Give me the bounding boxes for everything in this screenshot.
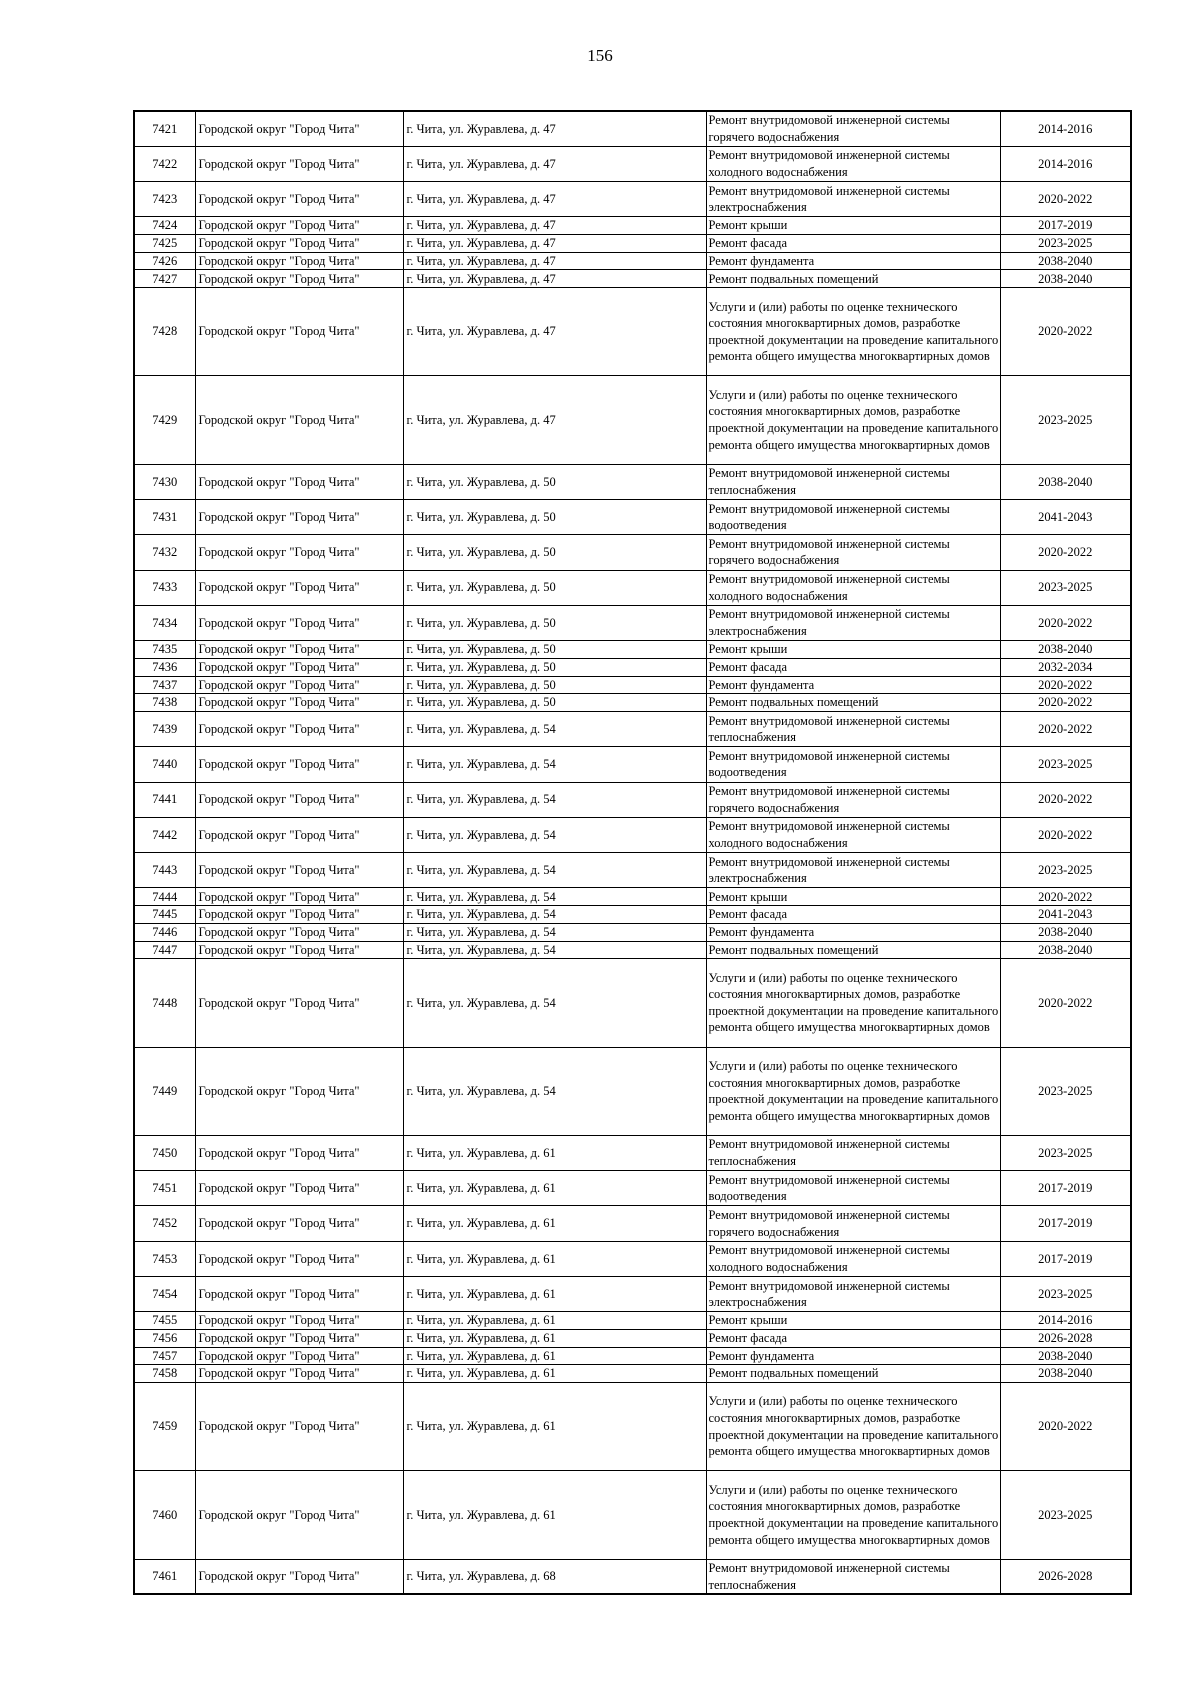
row-number-cell: 7446 (134, 923, 195, 941)
municipality-cell: Городской округ "Город Чита" (195, 464, 403, 499)
period-cell: 2020-2022 (1000, 676, 1131, 694)
table-row (134, 1206, 1131, 1241)
row-number-cell: 7439 (134, 711, 195, 746)
address-cell: г. Чита, ул. Журавлева, д. 61 (403, 1171, 706, 1206)
period-cell: 2023-2025 (1000, 376, 1131, 464)
period-cell: 2020-2022 (1000, 182, 1131, 217)
period-cell: 2017-2019 (1000, 1206, 1131, 1241)
period-cell: 2023-2025 (1000, 1047, 1131, 1135)
period-cell: 2038-2040 (1000, 641, 1131, 659)
period-cell: 2020-2022 (1000, 288, 1131, 376)
table-row (134, 923, 1131, 941)
work-type-cell: Ремонт внутридомовой инженерной системы теплоснабжения (706, 1559, 1000, 1594)
table-row (134, 959, 1131, 1047)
table-row (134, 641, 1131, 659)
table-row (134, 605, 1131, 640)
municipality-cell: Городской округ "Город Чита" (195, 1241, 403, 1276)
table-row (134, 1276, 1131, 1311)
work-type-cell: Услуги и (или) работы по оценке технического состояния многоквартирных домов, разработке проектной документации на проведение капитального ремонта общего имущества многоквартирных домов (706, 1047, 1000, 1135)
work-type-cell: Ремонт внутридомовой инженерной системы горячего водоснабжения (706, 535, 1000, 570)
work-type-cell: Ремонт внутридомовой инженерной системы водоотведения (706, 1171, 1000, 1206)
work-type-cell: Ремонт внутридомовой инженерной системы водоотведения (706, 500, 1000, 535)
municipality-cell: Городской округ "Город Чита" (195, 1047, 403, 1135)
table-row (134, 235, 1131, 253)
period-cell: 2023-2025 (1000, 853, 1131, 888)
period-cell: 2023-2025 (1000, 1471, 1131, 1559)
row-number-cell: 7431 (134, 500, 195, 535)
repair-plan-table (133, 110, 1132, 1595)
municipality-cell: Городской округ "Город Чита" (195, 658, 403, 676)
address-cell: г. Чита, ул. Журавлева, д. 54 (403, 782, 706, 817)
address-cell: г. Чита, ул. Журавлева, д. 61 (403, 1206, 706, 1241)
table-row (134, 782, 1131, 817)
row-number-cell: 7423 (134, 182, 195, 217)
municipality-cell: Городской округ "Город Чита" (195, 1347, 403, 1365)
row-number-cell: 7427 (134, 270, 195, 288)
period-cell: 2038-2040 (1000, 1347, 1131, 1365)
address-cell: г. Чита, ул. Журавлева, д. 47 (403, 235, 706, 253)
work-type-cell: Ремонт фундамента (706, 252, 1000, 270)
address-cell: г. Чита, ул. Журавлева, д. 47 (403, 288, 706, 376)
row-number-cell: 7444 (134, 888, 195, 906)
period-cell: 2023-2025 (1000, 235, 1131, 253)
table-row (134, 1241, 1131, 1276)
period-cell: 2014-2016 (1000, 146, 1131, 181)
municipality-cell: Городской округ "Город Чита" (195, 270, 403, 288)
address-cell: г. Чита, ул. Журавлева, д. 54 (403, 853, 706, 888)
table-row (134, 1347, 1131, 1365)
period-cell: 2038-2040 (1000, 923, 1131, 941)
municipality-cell: Городской округ "Город Чита" (195, 235, 403, 253)
row-number-cell: 7460 (134, 1471, 195, 1559)
municipality-cell: Городской округ "Город Чита" (195, 817, 403, 852)
row-number-cell: 7442 (134, 817, 195, 852)
work-type-cell: Ремонт крыши (706, 888, 1000, 906)
work-type-cell: Ремонт внутридомовой инженерной системы холодного водоснабжения (706, 146, 1000, 181)
row-number-cell: 7436 (134, 658, 195, 676)
table-row (134, 694, 1131, 712)
table-row (134, 500, 1131, 535)
table-row (134, 217, 1131, 235)
table-row (134, 676, 1131, 694)
period-cell: 2017-2019 (1000, 217, 1131, 235)
address-cell: г. Чита, ул. Журавлева, д. 54 (403, 906, 706, 924)
table-row (134, 570, 1131, 605)
period-cell: 2038-2040 (1000, 941, 1131, 959)
address-cell: г. Чита, ул. Журавлева, д. 54 (403, 817, 706, 852)
work-type-cell: Услуги и (или) работы по оценке технического состояния многоквартирных домов, разработке проектной документации на проведение капитального ремонта общего имущества многоквартирных домов (706, 288, 1000, 376)
row-number-cell: 7452 (134, 1206, 195, 1241)
address-cell: г. Чита, ул. Журавлева, д. 54 (403, 711, 706, 746)
period-cell: 2020-2022 (1000, 888, 1131, 906)
table-row (134, 747, 1131, 782)
municipality-cell: Городской округ "Город Чита" (195, 1383, 403, 1471)
period-cell: 2023-2025 (1000, 1135, 1131, 1170)
work-type-cell: Ремонт подвальных помещений (706, 941, 1000, 959)
table-row (134, 1559, 1131, 1594)
period-cell: 2020-2022 (1000, 1383, 1131, 1471)
row-number-cell: 7437 (134, 676, 195, 694)
municipality-cell: Городской округ "Город Чита" (195, 906, 403, 924)
row-number-cell: 7454 (134, 1276, 195, 1311)
municipality-cell: Городской округ "Город Чита" (195, 146, 403, 181)
row-number-cell: 7430 (134, 464, 195, 499)
row-number-cell: 7450 (134, 1135, 195, 1170)
period-cell: 2020-2022 (1000, 782, 1131, 817)
municipality-cell: Городской округ "Город Чита" (195, 288, 403, 376)
table-row (134, 906, 1131, 924)
municipality-cell: Городской округ "Город Чита" (195, 1559, 403, 1594)
work-type-cell: Ремонт крыши (706, 1312, 1000, 1330)
work-type-cell: Ремонт внутридомовой инженерной системы холодного водоснабжения (706, 570, 1000, 605)
work-type-cell: Услуги и (или) работы по оценке технического состояния многоквартирных домов, разработке проектной документации на проведение капитального ремонта общего имущества многоквартирных домов (706, 1383, 1000, 1471)
table-body (134, 111, 1131, 1594)
table-row (134, 270, 1131, 288)
work-type-cell: Ремонт подвальных помещений (706, 1365, 1000, 1383)
address-cell: г. Чита, ул. Журавлева, д. 61 (403, 1276, 706, 1311)
address-cell: г. Чита, ул. Журавлева, д. 50 (403, 464, 706, 499)
work-type-cell: Услуги и (или) работы по оценке технического состояния многоквартирных домов, разработке проектной документации на проведение капитального ремонта общего имущества многоквартирных домов (706, 376, 1000, 464)
address-cell: г. Чита, ул. Журавлева, д. 61 (403, 1365, 706, 1383)
address-cell: г. Чита, ул. Журавлева, д. 47 (403, 111, 706, 146)
table-row (134, 111, 1131, 146)
table-row (134, 1329, 1131, 1347)
row-number-cell: 7432 (134, 535, 195, 570)
address-cell: г. Чита, ул. Журавлева, д. 54 (403, 941, 706, 959)
row-number-cell: 7422 (134, 146, 195, 181)
municipality-cell: Городской округ "Город Чита" (195, 853, 403, 888)
row-number-cell: 7449 (134, 1047, 195, 1135)
municipality-cell: Городской округ "Город Чита" (195, 782, 403, 817)
row-number-cell: 7453 (134, 1241, 195, 1276)
row-number-cell: 7440 (134, 747, 195, 782)
table-row (134, 182, 1131, 217)
work-type-cell: Ремонт фундамента (706, 923, 1000, 941)
row-number-cell: 7448 (134, 959, 195, 1047)
row-number-cell: 7441 (134, 782, 195, 817)
municipality-cell: Городской округ "Город Чита" (195, 1471, 403, 1559)
period-cell: 2014-2016 (1000, 111, 1131, 146)
row-number-cell: 7461 (134, 1559, 195, 1594)
period-cell: 2023-2025 (1000, 747, 1131, 782)
municipality-cell: Городской округ "Город Чита" (195, 376, 403, 464)
row-number-cell: 7435 (134, 641, 195, 659)
table-row (134, 658, 1131, 676)
municipality-cell: Городской округ "Город Чита" (195, 182, 403, 217)
work-type-cell: Услуги и (или) работы по оценке технического состояния многоквартирных домов, разработке проектной документации на проведение капитального ремонта общего имущества многоквартирных домов (706, 1471, 1000, 1559)
period-cell: 2041-2043 (1000, 906, 1131, 924)
municipality-cell: Городской округ "Город Чита" (195, 747, 403, 782)
table-row (134, 1365, 1131, 1383)
municipality-cell: Городской округ "Город Чита" (195, 1312, 403, 1330)
period-cell: 2041-2043 (1000, 500, 1131, 535)
municipality-cell: Городской округ "Город Чита" (195, 605, 403, 640)
work-type-cell: Ремонт внутридомовой инженерной системы электроснабжения (706, 853, 1000, 888)
municipality-cell: Городской округ "Город Чита" (195, 570, 403, 605)
period-cell: 2017-2019 (1000, 1241, 1131, 1276)
address-cell: г. Чита, ул. Журавлева, д. 61 (403, 1347, 706, 1365)
address-cell: г. Чита, ул. Журавлева, д. 54 (403, 959, 706, 1047)
row-number-cell: 7457 (134, 1347, 195, 1365)
address-cell: г. Чита, ул. Журавлева, д. 61 (403, 1312, 706, 1330)
table-row (134, 1312, 1131, 1330)
address-cell: г. Чита, ул. Журавлева, д. 50 (403, 605, 706, 640)
address-cell: г. Чита, ул. Журавлева, д. 50 (403, 694, 706, 712)
table-row (134, 464, 1131, 499)
table-row (134, 1471, 1131, 1559)
period-cell: 2017-2019 (1000, 1171, 1131, 1206)
address-cell: г. Чита, ул. Журавлева, д. 50 (403, 641, 706, 659)
municipality-cell: Городской округ "Город Чита" (195, 1171, 403, 1206)
municipality-cell: Городской округ "Город Чита" (195, 923, 403, 941)
page-number: 156 (587, 46, 613, 65)
period-cell: 2038-2040 (1000, 252, 1131, 270)
table-row (134, 535, 1131, 570)
period-cell: 2026-2028 (1000, 1559, 1131, 1594)
work-type-cell: Ремонт внутридомовой инженерной системы электроснабжения (706, 1276, 1000, 1311)
address-cell: г. Чита, ул. Журавлева, д. 68 (403, 1559, 706, 1594)
period-cell: 2032-2034 (1000, 658, 1131, 676)
work-type-cell: Ремонт внутридомовой инженерной системы теплоснабжения (706, 711, 1000, 746)
municipality-cell: Городской округ "Город Чита" (195, 111, 403, 146)
municipality-cell: Городской округ "Город Чита" (195, 694, 403, 712)
period-cell: 2038-2040 (1000, 1365, 1131, 1383)
work-type-cell: Ремонт подвальных помещений (706, 694, 1000, 712)
row-number-cell: 7428 (134, 288, 195, 376)
municipality-cell: Городской округ "Город Чита" (195, 217, 403, 235)
address-cell: г. Чита, ул. Журавлева, д. 50 (403, 570, 706, 605)
table-row (134, 711, 1131, 746)
row-number-cell: 7438 (134, 694, 195, 712)
table-row (134, 1171, 1131, 1206)
period-cell: 2020-2022 (1000, 694, 1131, 712)
work-type-cell: Ремонт крыши (706, 217, 1000, 235)
work-type-cell: Ремонт подвальных помещений (706, 270, 1000, 288)
municipality-cell: Городской округ "Город Чита" (195, 1276, 403, 1311)
work-type-cell: Ремонт внутридомовой инженерной системы холодного водоснабжения (706, 1241, 1000, 1276)
address-cell: г. Чита, ул. Журавлева, д. 61 (403, 1135, 706, 1170)
municipality-cell: Городской округ "Город Чита" (195, 941, 403, 959)
table-row (134, 376, 1131, 464)
municipality-cell: Городской округ "Город Чита" (195, 535, 403, 570)
period-cell: 2026-2028 (1000, 1329, 1131, 1347)
period-cell: 2020-2022 (1000, 535, 1131, 570)
work-type-cell: Ремонт внутридомовой инженерной системы электроснабжения (706, 182, 1000, 217)
row-number-cell: 7429 (134, 376, 195, 464)
row-number-cell: 7455 (134, 1312, 195, 1330)
work-type-cell: Ремонт внутридомовой инженерной системы холодного водоснабжения (706, 817, 1000, 852)
row-number-cell: 7426 (134, 252, 195, 270)
row-number-cell: 7434 (134, 605, 195, 640)
municipality-cell: Городской округ "Город Чита" (195, 1206, 403, 1241)
row-number-cell: 7425 (134, 235, 195, 253)
address-cell: г. Чита, ул. Журавлева, д. 47 (403, 252, 706, 270)
row-number-cell: 7451 (134, 1171, 195, 1206)
table-row (134, 146, 1131, 181)
address-cell: г. Чита, ул. Журавлева, д. 61 (403, 1329, 706, 1347)
work-type-cell: Ремонт внутридомовой инженерной системы электроснабжения (706, 605, 1000, 640)
table-row (134, 288, 1131, 376)
address-cell: г. Чита, ул. Журавлева, д. 50 (403, 658, 706, 676)
period-cell: 2020-2022 (1000, 605, 1131, 640)
address-cell: г. Чита, ул. Журавлева, д. 47 (403, 270, 706, 288)
work-type-cell: Ремонт внутридомовой инженерной системы горячего водоснабжения (706, 111, 1000, 146)
address-cell: г. Чита, ул. Журавлева, д. 54 (403, 1047, 706, 1135)
municipality-cell: Городской округ "Город Чита" (195, 676, 403, 694)
address-cell: г. Чита, ул. Журавлева, д. 54 (403, 747, 706, 782)
period-cell: 2023-2025 (1000, 1276, 1131, 1311)
municipality-cell: Городской округ "Город Чита" (195, 959, 403, 1047)
table-row (134, 1047, 1131, 1135)
address-cell: г. Чита, ул. Журавлева, д. 47 (403, 182, 706, 217)
table-row (134, 941, 1131, 959)
row-number-cell: 7433 (134, 570, 195, 605)
work-type-cell: Ремонт внутридомовой инженерной системы теплоснабжения (706, 464, 1000, 499)
work-type-cell: Ремонт фундамента (706, 1347, 1000, 1365)
table-row (134, 853, 1131, 888)
row-number-cell: 7424 (134, 217, 195, 235)
work-type-cell: Ремонт фасада (706, 906, 1000, 924)
row-number-cell: 7458 (134, 1365, 195, 1383)
table-row (134, 1383, 1131, 1471)
table-row (134, 817, 1131, 852)
municipality-cell: Городской округ "Город Чита" (195, 888, 403, 906)
row-number-cell: 7445 (134, 906, 195, 924)
address-cell: г. Чита, ул. Журавлева, д. 47 (403, 376, 706, 464)
row-number-cell: 7459 (134, 1383, 195, 1471)
table-row (134, 888, 1131, 906)
work-type-cell: Ремонт крыши (706, 641, 1000, 659)
address-cell: г. Чита, ул. Журавлева, д. 61 (403, 1471, 706, 1559)
work-type-cell: Ремонт фундамента (706, 676, 1000, 694)
address-cell: г. Чита, ул. Журавлева, д. 50 (403, 500, 706, 535)
address-cell: г. Чита, ул. Журавлева, д. 47 (403, 217, 706, 235)
address-cell: г. Чита, ул. Журавлева, д. 47 (403, 146, 706, 181)
municipality-cell: Городской округ "Город Чита" (195, 1365, 403, 1383)
period-cell: 2038-2040 (1000, 270, 1131, 288)
address-cell: г. Чита, ул. Журавлева, д. 50 (403, 535, 706, 570)
table-row (134, 252, 1131, 270)
period-cell: 2038-2040 (1000, 464, 1131, 499)
municipality-cell: Городской округ "Город Чита" (195, 1329, 403, 1347)
row-number-cell: 7447 (134, 941, 195, 959)
work-type-cell: Ремонт фасада (706, 658, 1000, 676)
municipality-cell: Городской округ "Город Чита" (195, 252, 403, 270)
municipality-cell: Городской округ "Город Чита" (195, 500, 403, 535)
municipality-cell: Городской округ "Город Чита" (195, 641, 403, 659)
row-number-cell: 7456 (134, 1329, 195, 1347)
address-cell: г. Чита, ул. Журавлева, д. 50 (403, 676, 706, 694)
period-cell: 2014-2016 (1000, 1312, 1131, 1330)
work-type-cell: Ремонт внутридомовой инженерной системы горячего водоснабжения (706, 1206, 1000, 1241)
row-number-cell: 7421 (134, 111, 195, 146)
period-cell: 2023-2025 (1000, 570, 1131, 605)
address-cell: г. Чита, ул. Журавлева, д. 54 (403, 923, 706, 941)
address-cell: г. Чита, ул. Журавлева, д. 61 (403, 1383, 706, 1471)
period-cell: 2020-2022 (1000, 817, 1131, 852)
work-type-cell: Ремонт внутридомовой инженерной системы теплоснабжения (706, 1135, 1000, 1170)
row-number-cell: 7443 (134, 853, 195, 888)
municipality-cell: Городской округ "Город Чита" (195, 1135, 403, 1170)
work-type-cell: Услуги и (или) работы по оценке технического состояния многоквартирных домов, разработке проектной документации на проведение капитального ремонта общего имущества многоквартирных домов (706, 959, 1000, 1047)
work-type-cell: Ремонт фасада (706, 235, 1000, 253)
period-cell: 2020-2022 (1000, 711, 1131, 746)
work-type-cell: Ремонт внутридомовой инженерной системы водоотведения (706, 747, 1000, 782)
period-cell: 2020-2022 (1000, 959, 1131, 1047)
address-cell: г. Чита, ул. Журавлева, д. 61 (403, 1241, 706, 1276)
work-type-cell: Ремонт фасада (706, 1329, 1000, 1347)
work-type-cell: Ремонт внутридомовой инженерной системы горячего водоснабжения (706, 782, 1000, 817)
municipality-cell: Городской округ "Город Чита" (195, 711, 403, 746)
table-row (134, 1135, 1131, 1170)
address-cell: г. Чита, ул. Журавлева, д. 54 (403, 888, 706, 906)
